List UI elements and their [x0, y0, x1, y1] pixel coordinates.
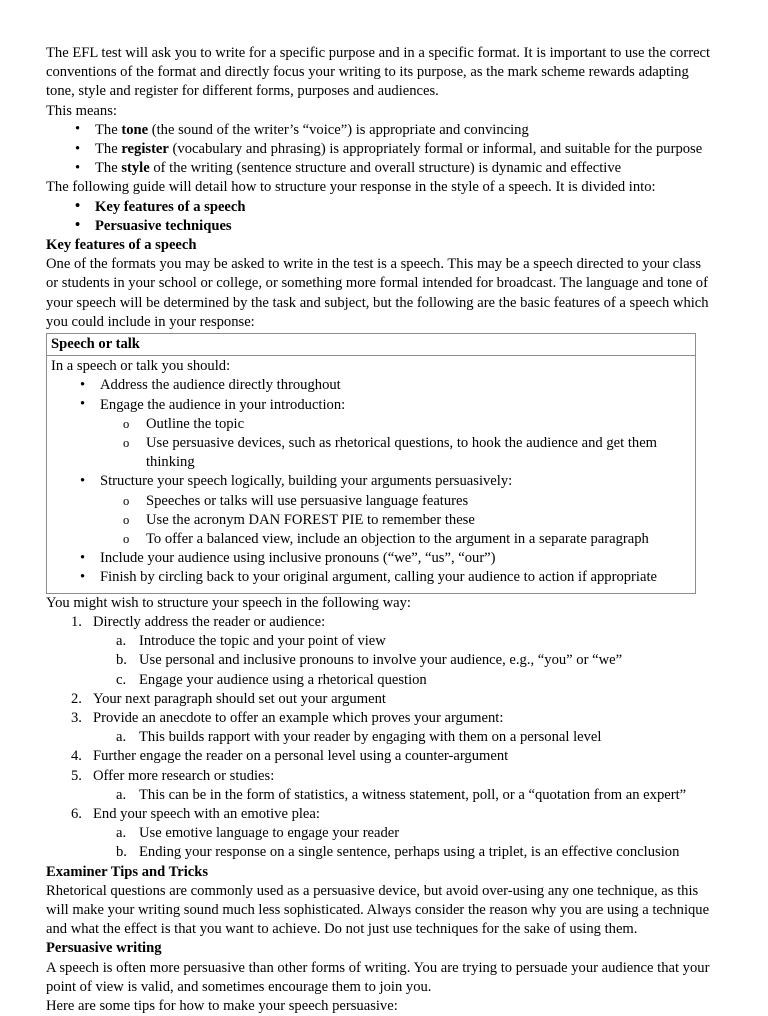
intro-paragraph: The EFL test will ask you to write for a specific purpose and in a specific format. It is important to use the correct conventions of the format and directly focus your writing to its purpose, as the mark scheme rewards adapting tone, style and register for different forms, purposes and audiences. — [46, 45, 711, 100]
means-suffix: of the writing (sentence structure and overall structure) is dynamic and effective — [149, 160, 622, 177]
speech-or-talk-table — [46, 333, 696, 594]
structure-substeps-list — [46, 786, 712, 805]
list-item — [46, 121, 712, 140]
speech-features-list — [51, 549, 691, 587]
means-keyword: tone — [121, 121, 149, 138]
key-features-heading: Key features of a speech — [46, 237, 197, 254]
means-keyword: style — [121, 160, 150, 177]
key-features-paragraph: One of the formats you may be asked to write in the test is a speech. This may be a speech directed to your class or students in your school or college, or something more formal intended for broadcast. The language and tone of your speech will be determined by the task and subject, but the following are the basic features of a speech which you could include in your response: — [46, 256, 709, 330]
list-item: Offer more research or studies: — [93, 767, 275, 784]
structure-intro-paragraph: You might wish to structure your speech in the following way: — [46, 594, 411, 611]
list-item: • Finish by circling back to your original argument, calling your audience to action if appropriate — [51, 568, 691, 587]
list-item: This can be in the form of statistics, a witness statement, poll, or a “quotation from an expert” — [139, 786, 687, 803]
structure-steps-list — [46, 613, 712, 632]
list-item: Ending your response on a single sentence, perhaps using a triplet, is an effective conclusion — [139, 844, 680, 861]
list-item: Introduce the topic and your point of view — [139, 633, 386, 650]
list-item: Use emotive language to engage your reader — [139, 825, 400, 842]
list-item: Engage your audience using a rhetorical question — [139, 671, 427, 688]
persuasive-writing-heading: Persuasive writing — [46, 940, 162, 957]
list-item — [46, 140, 712, 159]
means-suffix: (vocabulary and phrasing) is appropriately formal or informal, and suitable for the purpose — [168, 141, 703, 158]
means-prefix: The — [95, 160, 122, 177]
list-item: o Use the acronym DAN FOREST PIE to remember these — [51, 511, 691, 530]
speech-subfeatures-list — [51, 492, 691, 550]
list-item: • Include your audience using inclusive pronouns (“we”, “us”, “our”) — [51, 549, 691, 568]
examiner-tips-paragraph: Rhetorical questions are commonly used as a persuasive device, but avoid over-using any one technique, as this will make your writing sound much less sophisticated. Always consider the reason why you are using a technique and what the effect is that you want to achieve. Do not just use techniques for the sake of using them. — [46, 882, 710, 938]
list-item: • Address the audience directly throughout — [51, 376, 691, 395]
list-item: Further engage the reader on a personal level using a counter-argument — [93, 748, 509, 765]
list-item: • Key features of a speech — [46, 198, 712, 217]
list-item: o Outline the topic — [51, 415, 691, 434]
list-item: o Speeches or talks will use persuasive language features — [51, 492, 691, 511]
speech-table-header: Speech or talk — [47, 334, 695, 356]
structure-steps-list — [46, 747, 712, 785]
structure-substeps-list — [46, 824, 712, 862]
guide-intro-paragraph: The following guide will detail how to structure your response in the style of a speech. It is divided into: — [46, 179, 656, 196]
means-prefix: The — [95, 121, 122, 138]
this-means-label: This means: — [46, 102, 117, 119]
list-item: End your speech with an emotive plea: — [93, 805, 320, 822]
means-prefix: The — [95, 141, 122, 158]
list-item: Directly address the reader or audience: — [93, 613, 326, 630]
tips-intro-paragraph: Here are some tips for how to make your speech persuasive: — [46, 997, 398, 1014]
list-item: Your next paragraph should set out your argument — [93, 690, 386, 707]
structure-steps-list — [46, 690, 712, 728]
list-item — [46, 159, 712, 178]
means-keyword: register — [121, 141, 169, 158]
speech-features-list — [51, 472, 691, 491]
list-item: Provide an anecdote to offer an example which proves your argument: — [93, 709, 504, 726]
structure-substeps-list — [46, 728, 712, 747]
examiner-tips-heading: Examiner Tips and Tricks — [46, 863, 209, 880]
speech-features-list — [51, 376, 691, 414]
speech-box-intro: In a speech or talk you should: — [51, 358, 231, 375]
speech-table-body — [47, 356, 695, 592]
structure-steps-list — [46, 805, 712, 824]
persuasive-writing-paragraph: A speech is often more persuasive than other forms of writing. You are trying to persuade your audience that your point of view is valid, and sometimes encourage them to join you. — [46, 959, 710, 995]
list-item: • Structure your speech logically, building your arguments persuasively: — [51, 472, 691, 491]
list-item: • Engage the audience in your introduction: — [51, 396, 691, 415]
list-item: Use personal and inclusive pronouns to involve your audience, e.g., “you” or “we” — [139, 652, 623, 669]
guide-sections-list — [46, 198, 712, 236]
means-suffix: (the sound of the writer’s “voice”) is appropriate and convincing — [148, 121, 529, 138]
list-item: This builds rapport with your reader by engaging with them on a personal level — [139, 729, 602, 746]
list-item: • Persuasive techniques — [46, 217, 712, 236]
structure-substeps-list — [46, 632, 712, 690]
list-item: o Use persuasive devices, such as rhetorical questions, to hook the audience and get them thinking — [51, 434, 691, 472]
means-list — [46, 121, 712, 179]
list-item: o To offer a balanced view, include an objection to the argument in a separate paragraph — [51, 530, 691, 549]
speech-subfeatures-list — [51, 415, 691, 473]
